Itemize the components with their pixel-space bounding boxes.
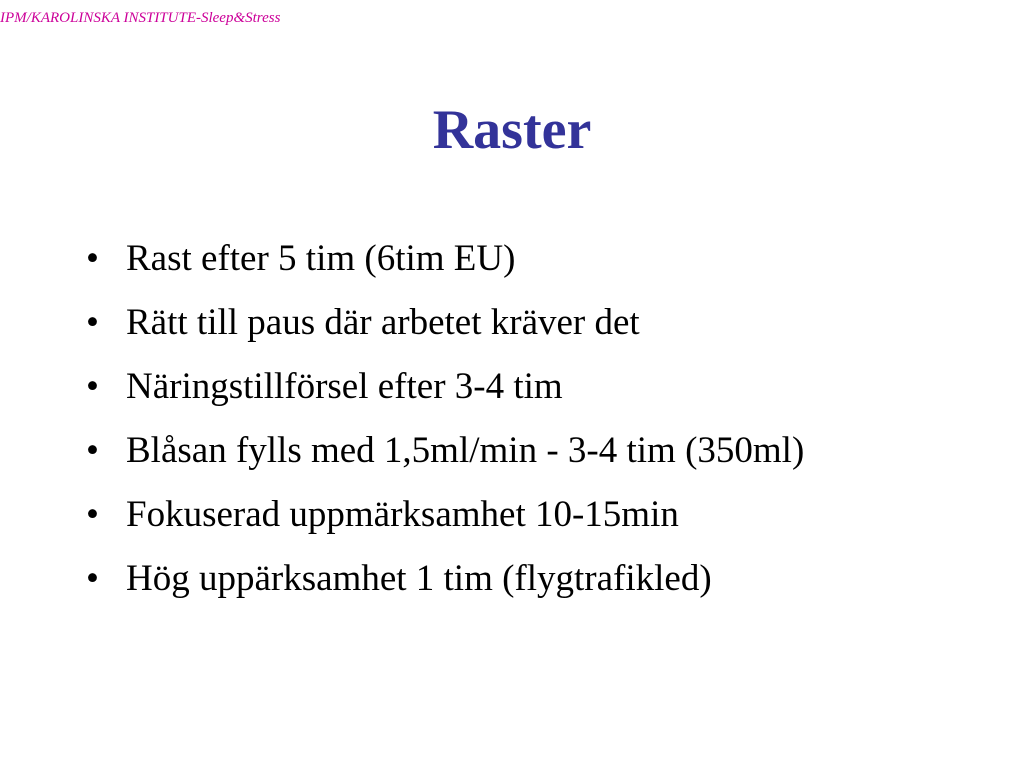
bullet-text: Hög uppärksamhet 1 tim (flygtrafikled) bbox=[126, 558, 712, 599]
header-note: IPM/KAROLINSKA INSTITUTE-Sleep&Stress bbox=[0, 10, 281, 26]
bullet-item bbox=[86, 301, 866, 345]
bullet-item bbox=[86, 557, 866, 601]
bullet-text: Rätt till paus där arbetet kräver det bbox=[126, 302, 640, 343]
bullet-text: Blåsan fylls med 1,5ml/min - 3-4 tim (350ml) bbox=[126, 430, 805, 471]
bullet-marker: • bbox=[86, 366, 99, 407]
bullet-marker: • bbox=[86, 494, 99, 535]
bullet-list bbox=[86, 237, 866, 621]
bullet-text: Fokuserad uppmärksamhet 10-15min bbox=[126, 494, 679, 535]
bullet-item bbox=[86, 365, 866, 409]
bullet-text: Rast efter 5 tim (6tim EU) bbox=[126, 238, 516, 279]
bullet-marker: • bbox=[86, 430, 99, 471]
bullet-item bbox=[86, 429, 866, 473]
bullet-marker: • bbox=[86, 302, 99, 343]
slide-title: Raster bbox=[432, 99, 592, 161]
bullet-item bbox=[86, 237, 866, 281]
bullet-marker: • bbox=[86, 238, 99, 279]
bullet-marker: • bbox=[86, 558, 99, 599]
bullet-item bbox=[86, 493, 866, 537]
bullet-text: Näringstillförsel efter 3-4 tim bbox=[126, 366, 563, 407]
